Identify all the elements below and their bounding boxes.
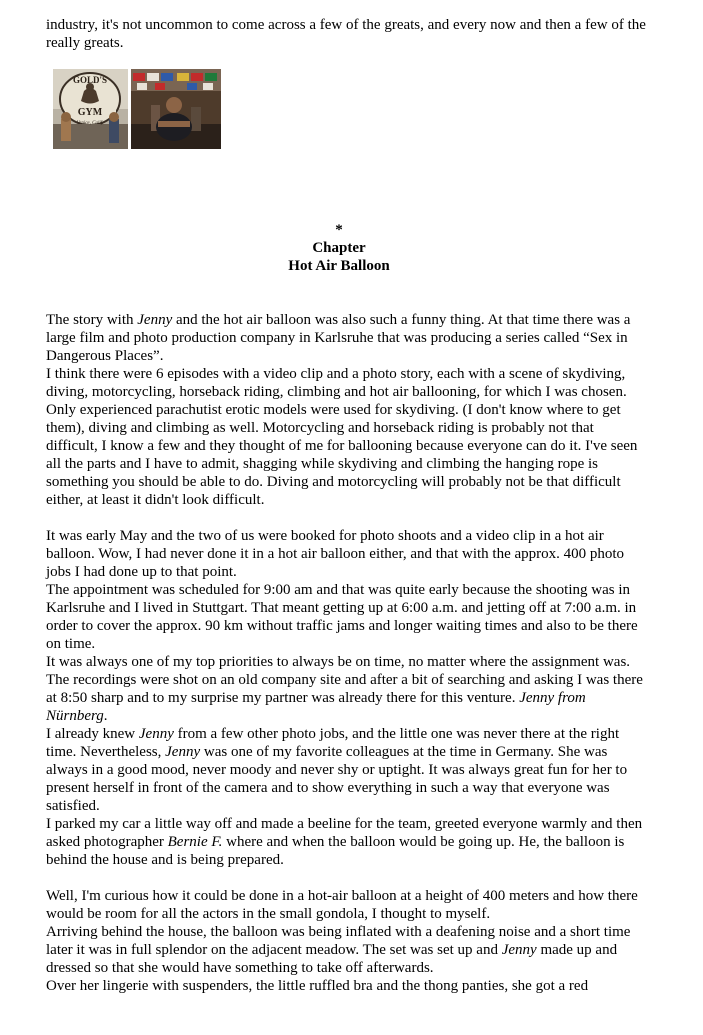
golds-gym-photo[interactable] xyxy=(53,69,128,149)
story-paragraph-4: It was early May and the two of us were booked for photo shoots and a video clip in a hot air balloon. Wow, I had never done it in a hot air balloon either, and that with the approx. 400 photo jobs I had done up to that point. xyxy=(46,528,625,580)
golds-gym-image xyxy=(53,69,128,149)
name-jenny: Jenny xyxy=(137,312,173,328)
name-jenny-nurnberg: Jenny from Nürnberg xyxy=(46,690,586,724)
name-jenny: Jenny xyxy=(165,744,201,760)
story-paragraph-7: I already knew Jenny from a few other photo jobs, and the little one was never there at the right time. Nevertheless, Jenny was one of my favorite colleagues at the time in Germany. She was always in a good mood, never moody and never shy or uptight. It was always great fun for her to present herself in front of the camera and to show everything in such a way that everyone was satisfied. xyxy=(46,726,628,814)
gym-flags-image xyxy=(131,69,221,149)
name-jenny: Jenny xyxy=(501,942,537,958)
gym-flags-photo[interactable] xyxy=(131,69,221,149)
story-paragraph-10: Arriving behind the house, the balloon was being inflated with a deafening noise and a short time later it was in full splendor on the adjacent meadow. The set was set up and Jenny made up and dressed so that she would have something to take off afterwards. xyxy=(46,924,631,976)
story-paragraph-6: It was always one of my top priorities to always be on time, no matter where the assignment was. The recordings were shot on an old company site and after a bit of searching and asking I was there at 8:50 sharp and to my surprise my partner was already there for this venture. Jenny from Nürnberg. xyxy=(46,654,643,724)
name-bernie: Bernie F. xyxy=(167,834,223,850)
chapter-label: Chapter xyxy=(312,240,366,256)
story-paragraph-5: The appointment was scheduled for 9:00 am and that was quite early because the shooting was in Karlsruhe and I lived in Stuttgart. That meant getting up at 6:00 a.m. and jetting off at 7:00 a.m. in order to cover the approx. 90 km without traffic jams and longer waiting times and also to be there on time. xyxy=(46,582,638,652)
story-body xyxy=(46,311,646,995)
story-paragraph-2: I think there were 6 episodes with a video clip and a photo story, each with a scene of skydiving, diving, motorcycling, horseback riding, climbing and hot air ballooning, for which I was chosen. xyxy=(46,366,627,400)
chapter-marker: * xyxy=(335,222,343,238)
intro-paragraph: industry, it's not uncommon to come across a few of the greats, and every now and then a few of the really greats. xyxy=(46,17,646,51)
golds-sign-line1: GOLD'S xyxy=(72,75,108,85)
golds-sign-line2: GYM xyxy=(77,107,103,118)
story-paragraph-9: Well, I'm curious how it could be done in a hot-air balloon at a height of 400 meters and how there would be room for all the actors in the small gondola, I thought to myself. xyxy=(46,888,638,922)
chapter-title: Hot Air Balloon xyxy=(288,258,390,274)
story-paragraph-8: I parked my car a little way off and made a beeline for the team, greeted everyone warmly and then asked photographer Bernie F. where and when the balloon would be going up. He, the balloon is behind the house and is being prepared. xyxy=(46,816,643,868)
story-paragraph-11: Over her lingerie with suspenders, the little ruffled bra and the thong panties, she got a red xyxy=(46,978,589,994)
story-paragraph-3: Only experienced parachutist erotic models were used for skydiving. (I don't know where to get them), diving and climbing as well. Motorcycling and horseback riding is probably not that difficult, I know a few and they thought of me for ballooning because everyone can do it. I've seen all the parts and I have to admit, shagging while skydiving and climbing the hanging rope is something you should be able to do. Diving and motorcycling will probably not be that difficult either, at least it didn't look difficult. xyxy=(46,402,638,508)
story-paragraph-1: The story with Jenny and the hot air balloon was also such a funny thing. At that time there was a large film and photo production company in Karlsruhe that was producing a series called “Sex in Dangerous Places”. xyxy=(46,312,631,364)
golds-sign-line3: Venice, Calif. xyxy=(76,121,104,126)
name-jenny: Jenny xyxy=(138,726,174,742)
